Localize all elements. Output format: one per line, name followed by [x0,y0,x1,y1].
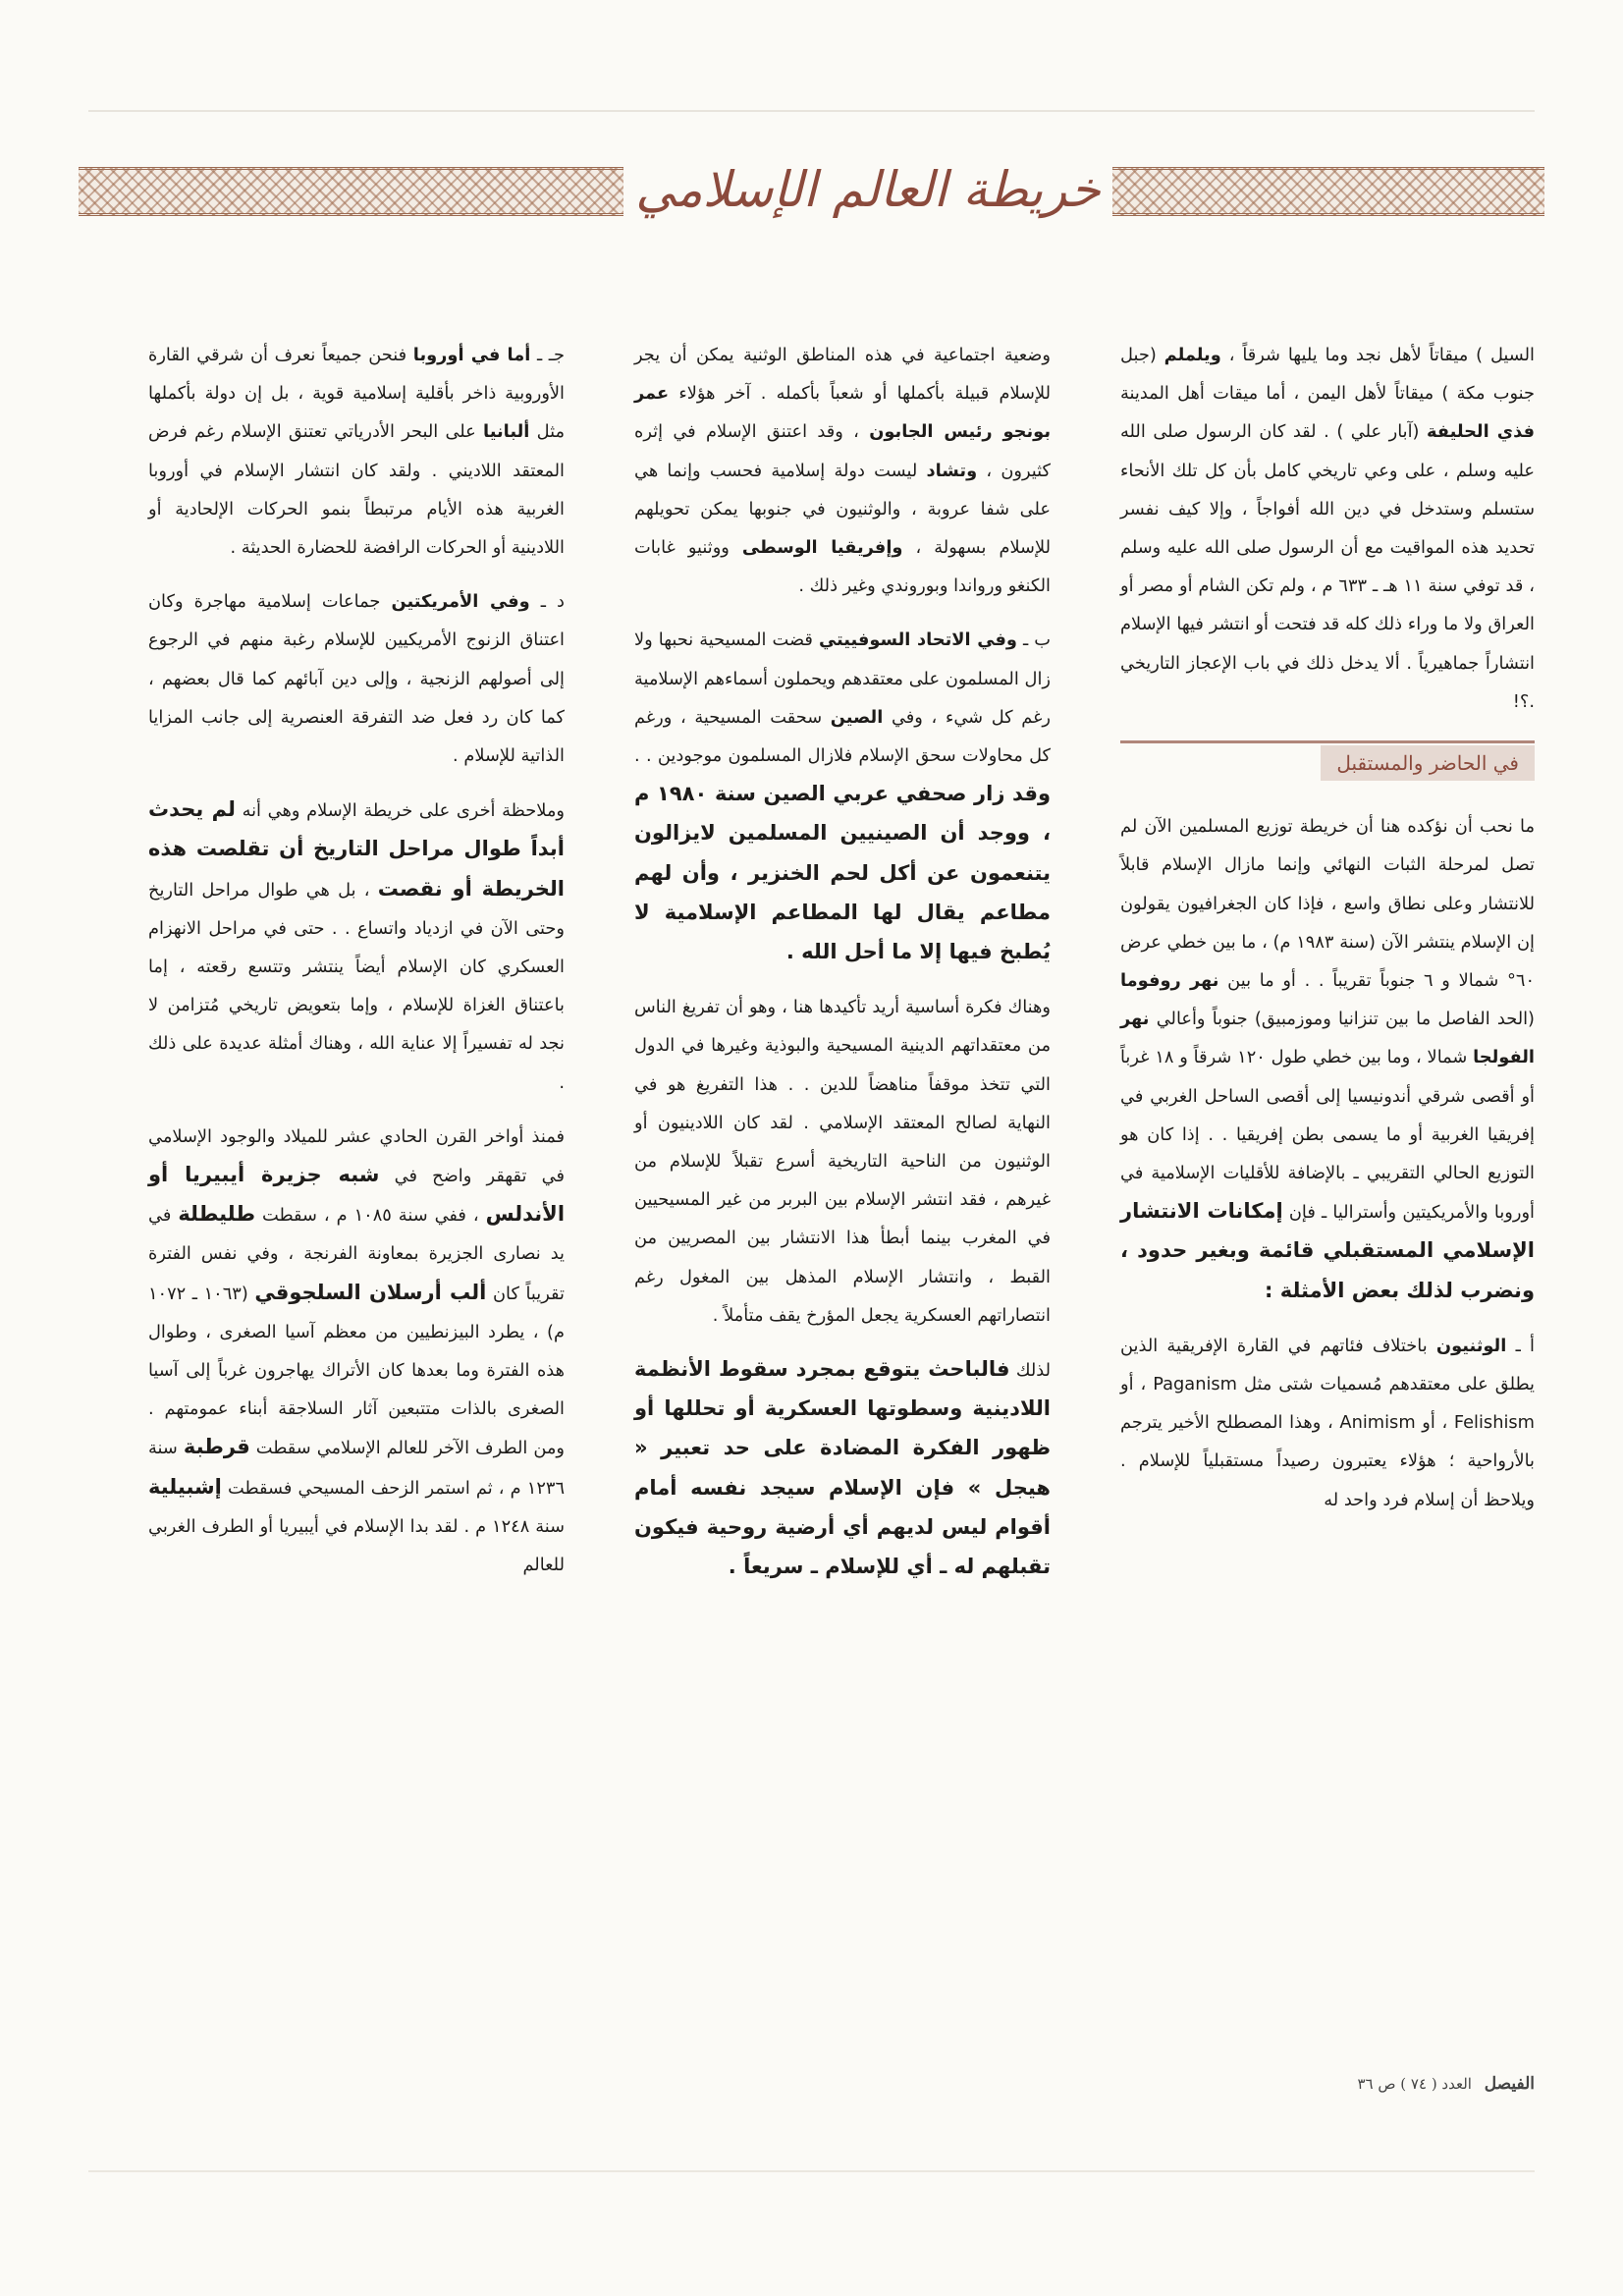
paragraph [148,582,565,775]
paragraph [634,988,1051,1335]
text-run: ليست دولة إسلامية فحسب وإنما هي على شفا عروبة ، والوثنيون في جنوبها يمكن تحويلهم للإسلام بسهولة ، [634,460,1051,559]
paragraph [148,336,565,567]
text-run: ب ـ [1016,629,1051,651]
text-run: (١٠٦٣ ـ ١٠٧٢ م) ، يطرد البيزنطيين من معظم آسيا الصغرى ، وطوال هذه الفترة وما بعدها كان الأتراك يهاجرون غرباً إلى آسيا الصغرى بالذات متتبعين آثار السلاجقة أبناء عمومتهم . ومن الطرف الآخر للعالم الإسلامي سقطت [148,1283,566,1459]
bold-text-run: وفي الأمريكتين [391,591,530,613]
bold-text-run: وإفريقيا الوسطى [741,537,903,559]
bold-text-run: ويلملم [1163,345,1221,365]
bold-text-run: فالباحث يتوقع بمجرد سقوط الأنظمة اللادينية وسطوتها العسكرية أو تحللها أو ظهور الفكرة المضادة على حد تعبير « هيجل » فإن الإسلام سيجد نفسه أمام أقوام ليس لديهم أي أرضية روحية فيكون تقبلهم له ـ أي للإسلام ـ سريعاً . [634,1357,1051,1579]
bold-text-run: نهر الفولجا [1120,1009,1536,1068]
paragraph [1120,807,1535,1311]
text-run: ، وقد اعتنق الإسلام في إثره كثيرون ، [634,421,1051,481]
bold-text-run: الصين [830,706,884,728]
text-run: سنة ١٢٤٨ م . لقد بدا الإسلام في أيبيريا أو الطرف الغربي للعالم [148,1515,565,1576]
text-run: على البحر الأدرياتي تعتنق الإسلام رغم فرض المعتقد اللاديني . ولقد كان انتشار الإسلام في أوروبا الغربية هذه الأيام مرتبطاً بنمو الحركات الإلحادية أو اللادينية أو الحركات الرافضة للحضارة الحديثة . [148,421,565,559]
text-run: (آبار علي ) . لقد كان الرسول صلى الله عليه وسلم ، على وعي تاريخي كامل بأن كل تلك الأنحاء ستسلم وستدخل في دين الله أفواجاً ، وإلا كيف نفسر تحديد هذه المواقيت مع أن الرسول صلى الله عليه وسلم ، قد توفي سنة ١١ هـ ـ ٦٣٣ م ، ولم تكن الشام أو مصر أو العراق ولا ما وراء ذلك كله قد فتحت أو انتشر فيها الإسلام انتشاراً جماهيرياً . ألا يدخل ذلك في باب الإعجاز التاريخي .؟! [1120,421,1535,712]
bold-text-run: فذي الحليفة [1427,421,1535,443]
text-run: ووثنيو غابات الكنغو ورواندا وبوروندي وغير ذلك . [634,537,1051,597]
column-right [1120,336,1535,1535]
text-run: ، ففي سنة ١٠٨٥ م ، سقطت [255,1205,486,1227]
text-run: وهناك فكرة أساسية أريد تأكيدها هنا ، وهو أن تفريغ الناس من معتقداتهم الدينية المسيحية والبوذية وغيرها في الدول التي تتخذ موقفاً مناهضاً للدين . . هذا التفريغ هو في النهاية لصالح المعتقد الإسلامي . لقد كان اللادينيون أو الوثنيون من الناحية التاريخية أسرع تقبلاً للإسلام من غيرهم ، فقد انتشر الإسلام بين البربر من غير المسيحيين في المغرب بينما أبطأ هذا الانتشار بين المصريين من القبط ، وانتشار الإسلام المذهل بين المغول رغم انتصاراتهم العسكرية يجعل المؤرخ يقف متأملاً . [634,997,1051,1326]
bold-text-run: وقد زار صحفي عربي الصين سنة ١٩٨٠ م ، ووجد أن الصينيين المسلمين لايزالون يتنعمون عن أكل لحم الخنزير ، وأن لهم مطاعم يقال لها المطاعم الإسلامية لا يُطبخ فيها إلا ما أحل الله . [634,782,1051,964]
text-run: قضت المسيحية نحبها ولا زال المسلمون على معتقدهم ويحملون أسماءهم الإسلامية رغم كل شيء ، وفي [634,629,1052,728]
text-run: في يد نصارى الجزيرة بمعاونة الفرنجة ، وفي نفس الفترة تقريباً كان [148,1205,565,1304]
bold-text-run: طليطلة [178,1202,256,1227]
bold-text-run: نهر روفوما [1120,970,1219,992]
bold-text-run: الوثنيون [1435,1335,1507,1356]
text-run: وملاحظة أخرى على خريطة الإسلام وهي أنه [235,800,565,822]
magazine-name: الفيصل [1484,2074,1535,2094]
bold-text-run: وتشاد [926,460,978,481]
bold-text-run: لم يحدث أبداً طوال مراحل التاريخ أن تقلصت هذه الخريطة أو نقصت [148,797,565,901]
bold-text-run: إشبيلية [148,1474,222,1499]
text-run: شمالا ، وما بين خطي طول ١٢٠ شرقاً و ١٨ غرباً أو أقصى شرقي أندونيسيا إلى أقصى الساحل الغربي في إفريقيا الغربية أو ما يسمى بطن إفريقيا . . إذا كان هو التوزيع الحالي التقريبي ـ بالإضافة للأقليات الإسلامية في أوروبا والأمريكيتين وأستراليا ـ فإن [1120,1047,1535,1224]
text-run: جـ ـ [530,345,565,365]
bold-text-run: عمر بونجو رئيس الجابون [634,383,1051,443]
bold-text-run: ألبانيا [483,421,530,443]
paragraph [1120,336,1535,721]
bottom-rule [88,2170,1535,2172]
text-run: ، بل هي طوال مراحل التاريخ وحتى الآن في ازدياد واتساع . . حتى في مراحل الانهزام العسكري كان الإسلام أيضاً ينتشر وتتسع رقعته ، إما باعتناق الغزاة للإسلام ، وإما بتعويض تاريخي مُتزامن لا نجد له تفسيراً إلا عناية الله ، وهناك أمثلة عديدة على ذلك . [148,879,565,1093]
section-title: في الحاضر والمستقبل [1321,745,1535,781]
text-run: (جبل جنوب مكة ) ميقاتاً لأهل اليمن ، أما ميقات أهل المدينة [1120,345,1535,405]
paragraph [148,791,565,1102]
text-run: السيل ) ميقاتاً لأهل نجد وما يليها شرقاً ، [1220,345,1536,365]
bold-text-run: قرطبة [183,1435,250,1459]
top-rule [88,110,1535,112]
paragraph [634,621,1051,972]
column-middle [634,336,1051,1603]
ornament-band-right [1112,167,1544,216]
bold-text-run: ألب أرسلان السلجوقي [254,1280,487,1304]
bold-text-run: شبه جزيرة أيبيريا أو الأندلس [148,1163,566,1227]
text-run: د ـ [529,591,565,613]
column-left [148,336,565,1600]
section-heading [1120,740,1535,784]
paragraph [148,1118,565,1584]
text-run: فنحن جميعاً نعرف أن شرقي القارة الأوروبية ذاخر بأقلية إسلامية قوية ، بل إن دولة بأكملها مثل [148,345,565,443]
text-run: باختلاف فئاتهم في القارة الإفريقية الذين يطلق على معتقدهم مُسميات شتى مثل Paganism ، أو Felishism ، أو Animism ، وهذا المصطلح الأخير يترجم بالأرواحية ؛ هؤلاء يعتبرون رصيداً مستقبلياً للإسلام . ويلاحظ أن إسلام فرد واحد له [1120,1335,1535,1510]
paragraph [1120,1327,1535,1519]
text-run: ما نحب أن نؤكده هنا أن خريطة توزيع المسلمين الآن لم تصل لمرحلة الثبات النهائي وإنما مازال الإسلام قابلاً للانتشار وعلى نطاق واسع ، فإذا كان الجغرافيون يقولون إن الإسلام ينتشر الآن (سنة ١٩٨٣ م) ، ما بين خطي عرض ٦٠° شمالا و ٦ جنوباً تقريباً . . أو ما بين [1120,816,1536,992]
bold-text-run: أما في أوروبا [412,345,531,365]
text-run: سحقت المسيحية ، ورغم كل محاولات سحق الإسلام فلازال المسلمون موجودين . . [634,706,1051,767]
bold-text-run: وفي الاتحاد السوفييتي [818,629,1017,651]
text-run: (الحد الفاصل ما بين تنزانيا وموزمبيق) جنوباً وأعالي [1149,1009,1535,1030]
paragraph [634,336,1051,605]
text-run: سنة ١٢٣٦ م ، ثم استمر الزحف المسيحي فسقطت [148,1438,565,1499]
ornament-band-left [79,167,623,216]
page-title: خريطة العالم الإسلامي [635,161,1101,218]
text-run: لذلك [1009,1360,1051,1382]
text-run: وضعية اجتماعية في هذه المناطق الوثنية يمكن أن يجر للإسلام قبيلة بأكملها أو شعباً بأكمله . آخر هؤلاء [634,345,1051,405]
bold-text-run: إمكانات الانتشار الإسلامي المستقبلي قائمة وبغير حدود ، ونضرب لذلك بعض الأمثلة : [1120,1199,1535,1302]
text-run: أ ـ [1506,1335,1535,1356]
page-footer [1358,2074,1536,2094]
text-run: جماعات إسلامية مهاجرة وكان اعتناق الزنوج الأمريكيين للإسلام رغبة منهم في الرجوع إلى أصولهم الزنجية ، وإلى دين آبائهم كما قال بعضهم ، كما كان رد فعل ضد التفرقة العنصرية إلى جانب المزايا الذاتية للإسلام . [148,591,565,767]
paragraph [634,1350,1051,1587]
issue-page-number: العدد ( ٧٤ ) ص ٣٦ [1357,2075,1472,2093]
text-run: فمنذ أواخر القرن الحادي عشر للميلاد والوجود الإسلامي في تقهقر واضح في [148,1125,565,1187]
page-header [79,145,1544,234]
